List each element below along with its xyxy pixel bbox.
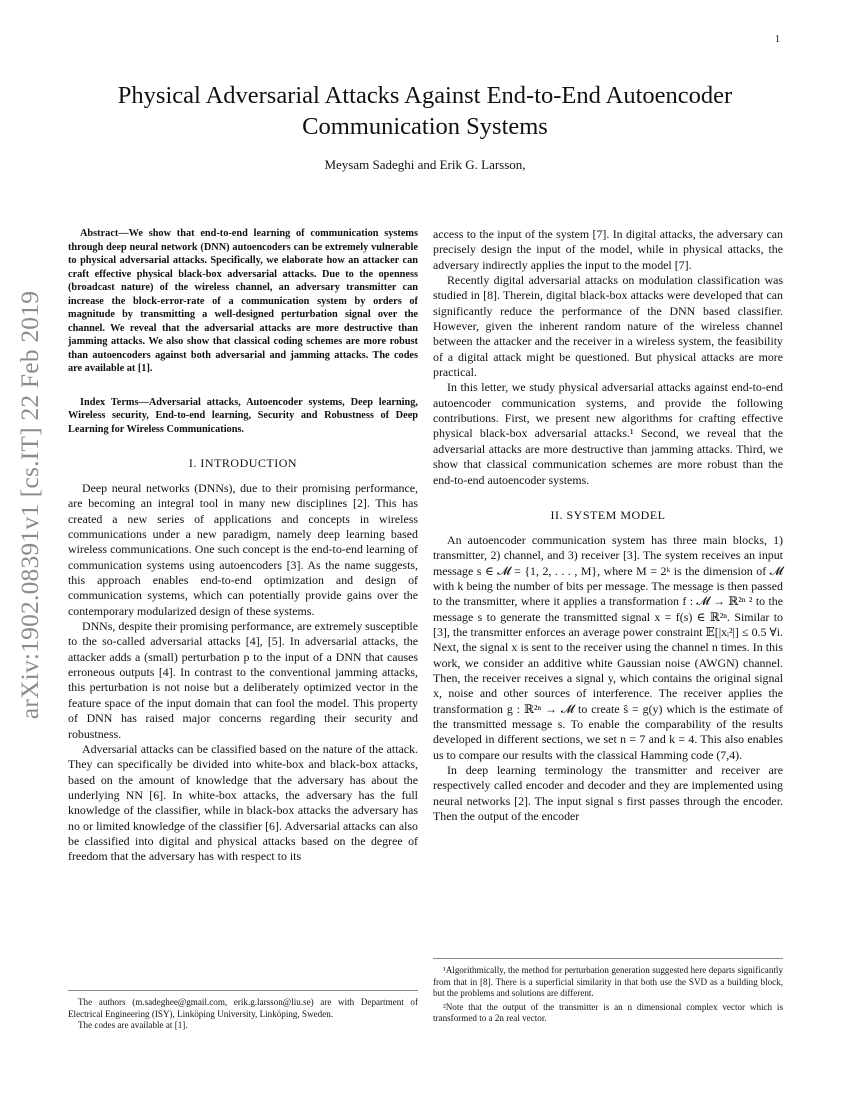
footnote-2: ²Note that the output of the transmitter is an n dimensional complex vector which is transformed to a 2n real vector. xyxy=(433,1001,783,1023)
author-affiliation-text: The authors (m.sadeghee@gmail.com, erik.g.larsson@liu.se) are with Department of Electrical Engineering (ISY), Linköping University, Linköping, Sweden. xyxy=(68,997,418,1019)
system-model-paragraph: In deep learning terminology the transmitter and receiver are respectively called encoder and decoder and they are implemented using neural networks [2]. The input signal s first passes through the encoder. Then the output of the encoder xyxy=(433,763,783,824)
intro-paragraph: Recently digital adversarial attacks on modulation classification was studied in [8]. Therein, digital black-box attacks were developed that can significantly reduce the performance of the DNN based classifier. However, given the inherent random nature of the wireless channel between the attacker and the receiver in a wireless system, the feasibility of a digital attack might be questioned. But physical attacks are more practical. xyxy=(433,273,783,380)
intro-paragraph: Adversarial attacks can be classified based on the nature of the attack. They can specifically be divided into white-box and black-box attacks, based on the amount of knowledge that the adversary has about the underlying NN [6]. In white-box attacks, the adversary has the full knowledge of the classifier, while in black-box attacks the adversary has no or limited knowledge of the classifier [6]. Adversarial attacks can also be classified into digital and physical attacks based on the degree of freedom that the adversary has with respect to its xyxy=(68,741,418,864)
right-column xyxy=(433,227,783,824)
paper-authors: Meysam Sadeghi and Erik G. Larsson, xyxy=(324,157,526,172)
footnote-1: ¹Algorithmically, the method for perturbation generation suggested here departs significantly from that in [8]. There is a superficial similarity in that both use the SVD as a building block, but the problems and solutions are different. xyxy=(433,965,783,998)
intro-paragraph: In this letter, we study physical adversarial attacks against end-to-end autoencoder communication systems, and provide the following contributions. First, we present new algorithms for crafting effective physical black-box adversarial attacks.¹ Second, we reveal that the adversarial attacks are more destructive than jamming attacks. Third, we show that classical communication schemes are more robust than the end-to-end autoencoder systems. xyxy=(433,380,783,487)
index-terms: Index Terms—Adversarial attacks, Autoencoder systems, Deep learning, Wireless security, End-to-end learning, Security and Robustness of Deep Learning for Wireless Communications. xyxy=(68,396,418,435)
codes-availability-text: The codes are available at [1]. xyxy=(78,1020,188,1030)
page-number: 1 xyxy=(775,34,780,45)
section-heading-system-model: II. SYSTEM MODEL xyxy=(550,507,666,522)
footnotes xyxy=(433,958,783,1027)
intro-paragraph-continued: access to the input of the system [7]. In digital attacks, the adversary can precisely design the input of the model, while in physical attacks, the adversary indirectly applies the input to the model [7]. xyxy=(433,227,783,272)
left-column xyxy=(68,227,418,865)
arxiv-identifier-text: arXiv:1902.08391v1 [cs.IT] 22 Feb 2019 xyxy=(15,290,44,720)
system-model-paragraph: An autoencoder communication system has three main blocks, 1) transmitter, 2) channel, and 3) receiver [3]. The system receives an input message s ∈ 𝓜 = {1, 2, . . . , M}, where M = 2ᵏ is the dimension of 𝓜 with k being the number of bits per message. The message is then passed to the transmitter, where it applies a transformation f : 𝓜 → ℝ²ⁿ ² to the message s to generate the transmitted signal x = f(s) ∈ ℝ²ⁿ. Similar to [3], the transmitter enforces an average power constraint 𝔼[|xᵢ²|] ≤ 0.5 ∀i. Next, the signal x is sent to the receiver using the channel n times. In this work, we consider an additive white Gaussian noise (AWGN) channel. Then, the receiver receives a signal y, which contains the original signal x, noise and other sources of interference. The receiver applies the transformation g : ℝ²ⁿ → 𝓜 to create ŝ = g(y) which is the estimate of the transmitted message s. To enable the comparability of the results developed in different sections, we set n = 7 and k = 4. This also enables us to compare our results with the classical Hamming code (7,4). xyxy=(433,532,783,762)
paper-title: Physical Adversarial Attacks Against End-to-End Autoencoder Communication Systems xyxy=(117,82,733,140)
intro-paragraph: DNNs, despite their promising performance, are extremely susceptible to the so-called adversarial attacks [4], [5]. In adversarial attacks, the attacker adds a (small) perturbation p to the input of a DNN that causes erroneous outputs [4]. In contrast to the conventional jamming attacks, this perturbation is not noise but a deliberately optimized vector in the feature space of the input domain that can fool the model. This property of DNN has raised major concerns regarding their security and robustness. xyxy=(68,619,418,741)
author-affiliation-footnote xyxy=(68,990,418,1032)
intro-paragraph: Deep neural networks (DNNs), due to their promising performance, are becoming an integral tool in many new disciplines [2]. This has created a new series of applications and concepts in wireless communications under a new paradigm, namely deep learning based wireless communications. One such concept is the end-to-end learning of communication systems using autoencoders [3]. As the name suggests, this approach enables end-to-end optimization and design of communication systems, which can potentially provide gains over the contemporary modularized design of these systems. xyxy=(68,481,418,618)
section-heading-introduction: I. INTRODUCTION xyxy=(188,456,298,470)
abstract: Abstract—We show that end-to-end learning of communication systems through deep neural network (DNN) autoencoders can be extremely vulnerable to physical adversarial attacks. Specifically, we elaborate how an attacker can craft effective physical black-box adversarial attacks. Due to the openness (broadcast nature) of the wireless channel, an adversary transmitter can increase the block-error-rate of a communication system by orders of magnitude by transmitting a well-designed perturbation signal over the channel. We reveal that the adversarial attacks are more destructive than jamming attacks. We also show that classical coding schemes are more robust than autoencoders against both adversarial and jamming attacks. The codes are available at [1]. xyxy=(68,228,418,374)
arxiv-identifier-stamp xyxy=(0,0,60,1100)
